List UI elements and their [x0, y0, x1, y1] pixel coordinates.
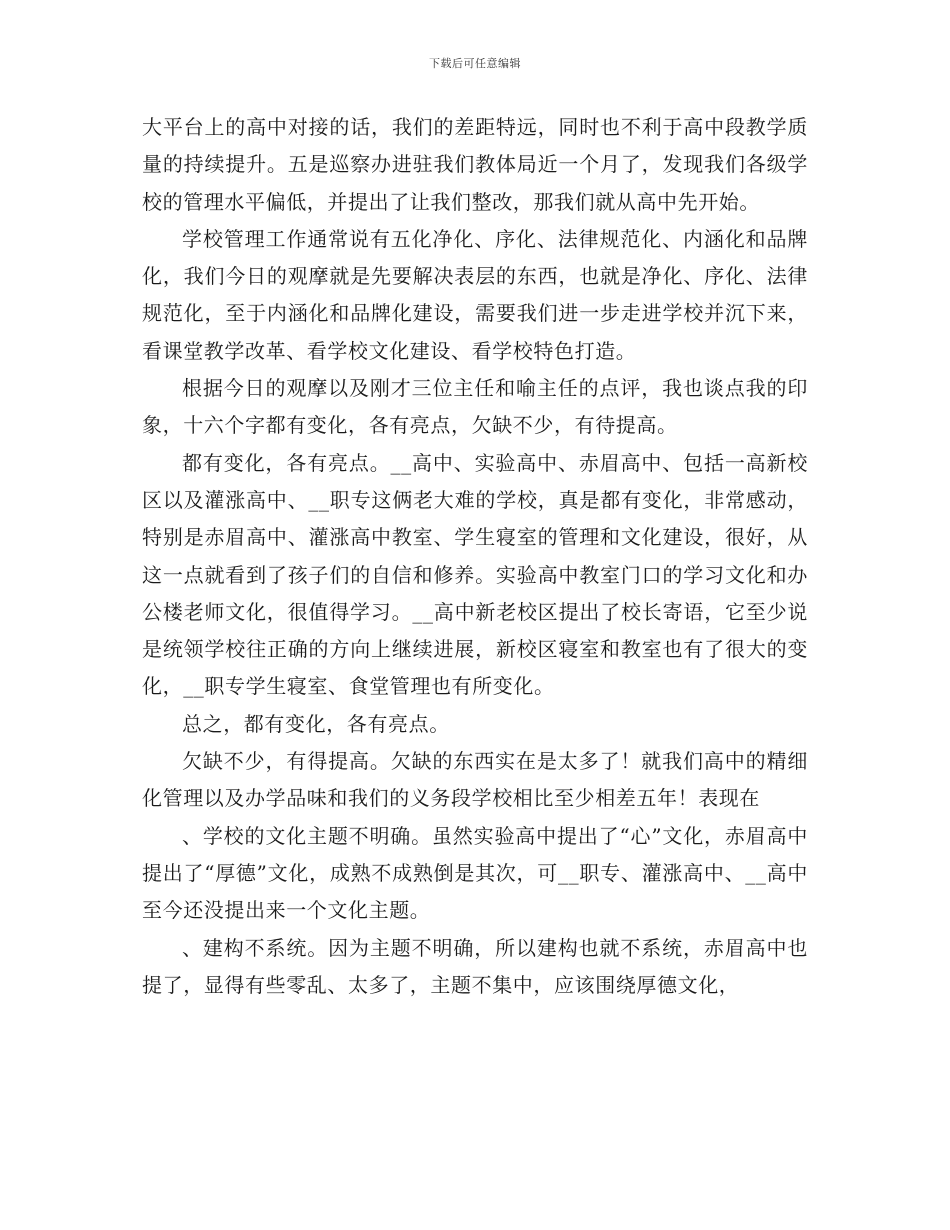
paragraph-5: 总之，都有变化，各有亮点。	[182, 711, 450, 736]
paragraph-8: 、建构不系统。因为主题不明确，所以建构也就不系统，赤眉高中也提了，显得有些零乱、太多了，主题不集中，应该围绕厚德文化，	[142, 935, 808, 997]
paragraph-2: 学校管理工作通常说有五化净化、序化、法律规范化、内涵化和品牌化，我们今日的观摩就是先要解决表层的东西，也就是净化、序化、法律规范化，至于内涵化和品牌化建设，需要我们进一步走进学校并沉下来，看课堂教学改革、看学校文化建设、看学校特色打造。	[142, 226, 808, 363]
header-note: 下载后可任意编辑	[429, 57, 521, 70]
paragraph-7: 、学校的文化主题不明确。虽然实验高中提出了“心”文化，赤眉高中提出了“厚德”文化，成熟不成熟倒是其次，可__职专、灌涨高中、__高中至今还没提出来一个文化主题。	[142, 823, 808, 923]
paragraph-1: 大平台上的高中对接的话，我们的差距特远，同时也不利于高中段教学质量的持续提升。五是巡察办进驻我们教体局近一个月了，发现我们各级学校的管理水平偏低，并提出了让我们整改，那我们就从高中先开始。	[142, 115, 808, 214]
paragraph-6: 欠缺不少，有得提高。欠缺的东西实在是太多了！就我们高中的精细化管理以及办学品味和我们的义务段学校相比至少相差五年！表现在	[142, 749, 808, 811]
paragraph-3: 根据今日的观摩以及刚才三位主任和喻主任的点评，我也谈点我的印象，十六个字都有变化，各有亮点，欠缺不少，有待提高。	[142, 376, 808, 438]
document-body	[142, 109, 808, 1004]
paragraph-4: 都有变化，各有亮点。__高中、实验高中、赤眉高中、包括一高新校区以及灌涨高中、__职专这俩老大难的学校，真是都有变化，非常感动，特别是赤眉高中、灌涨高中教室、学生寝室的管理和文化建设，很好，从这一点就看到了孩子们的自信和修养。实验高中教室门口的学习文化和办公楼老师文化，很值得学习。__高中新老校区提出了校长寄语，它至少说是统领学校往正确的方向上继续进展，新校区寝室和教室也有了很大的变化，__职专学生寝室、食堂管理也有所变化。	[142, 450, 808, 699]
